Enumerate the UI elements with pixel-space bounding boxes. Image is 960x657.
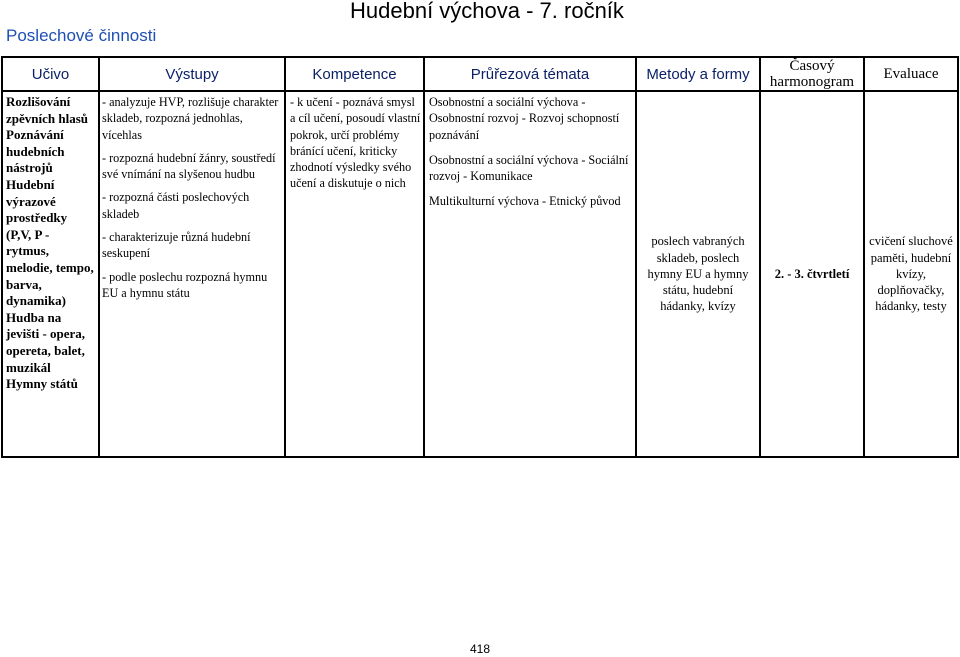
theme-item: Multikulturní výchova - Etnický původ: [429, 194, 621, 209]
topic-line: Poznávání: [6, 127, 64, 143]
document-title: Hudební výchova - 7. ročník: [350, 0, 624, 23]
header-competences: Kompetence: [285, 57, 424, 91]
header-topic: Učivo: [2, 57, 99, 91]
theme-item: Osobnostní a sociální výchova - Osobnostní rozvoj - Rozvoj schopností poznávání: [429, 95, 620, 142]
header-evaluation: Evaluace: [864, 57, 958, 91]
curriculum-table: [1, 56, 959, 458]
evaluation-text: cvičení sluchové paměti, hudební kvízy, doplňovačky, hádanky, testy: [869, 234, 953, 314]
topic-line: Rozlišování: [6, 94, 71, 109]
header-methods: Metody a formy: [636, 57, 760, 91]
topic-line: nástrojů: [6, 160, 53, 176]
header-time: Časový harmonogram: [760, 57, 864, 91]
competences-cell: [285, 91, 424, 457]
theme-item: Osobnostní a sociální výchova - Sociální rozvoj - Komunikace: [429, 152, 629, 184]
topic-line: opereta, balet,: [6, 342, 85, 358]
topic-line: muzikál: [6, 359, 51, 375]
outcomes-cell: [99, 91, 285, 457]
header-themes: Průřezová témata: [424, 57, 636, 91]
methods-text: poslech vabraných skladeb, poslech hymny EU a hymny státu, hudební hádanky, kvízy: [647, 234, 749, 314]
section-title: Poslechové činnosti: [6, 26, 157, 45]
topic-line: zpěvních hlasů: [6, 110, 88, 126]
topic-line: prostředky: [6, 210, 68, 226]
outcome-item: - analyzuje HVP, rozlišuje charakter skladeb, rozpozná jednohlas, vícehlas: [102, 95, 279, 142]
table-header-row: [2, 57, 958, 91]
outcome-item: - rozpozná části poslechových skladeb: [102, 190, 250, 221]
outcome-item: - rozpozná hudební žánry, soustředí své vnímání na slyšenou hudbu: [102, 150, 276, 182]
outcome-item: - podle poslechu rozpozná hymnu EU a hymnu státu: [102, 269, 268, 300]
topic-line: Hudba na: [6, 309, 62, 325]
themes-cell: [424, 91, 636, 457]
table-row: [2, 91, 958, 457]
time-text: 2. - 3. čtvrtletí: [774, 266, 850, 281]
topic-line: výrazové: [6, 193, 56, 209]
competence-text: - k učení - poznává smysl a cíl učení, posoudí vlastní pokrok, určí problémy bránící učení, kriticky zhodnotí výsledky svého učení a diskutuje o nich: [290, 95, 421, 191]
evaluation-cell: [864, 91, 958, 457]
topic-line: rytmus,: [6, 243, 49, 259]
methods-cell: [636, 91, 760, 457]
topic-line: Hymny států: [6, 376, 78, 392]
topic-line: barva,: [6, 276, 42, 292]
time-cell: [760, 91, 864, 457]
topic-line: jevišti - opera,: [6, 326, 86, 342]
header-outcomes: Výstupy: [99, 57, 285, 91]
topic-line: Hudební: [6, 176, 55, 192]
page-number: 418: [469, 642, 491, 656]
topic-line: melodie, tempo,: [6, 259, 94, 275]
topic-line: (P,V, P -: [6, 226, 50, 242]
topic-cell: [2, 91, 99, 457]
topic-line: hudebních: [6, 143, 65, 159]
topic-line: dynamika): [6, 293, 66, 309]
outcome-item: - charakterizuje různá hudební seskupení: [102, 230, 251, 261]
